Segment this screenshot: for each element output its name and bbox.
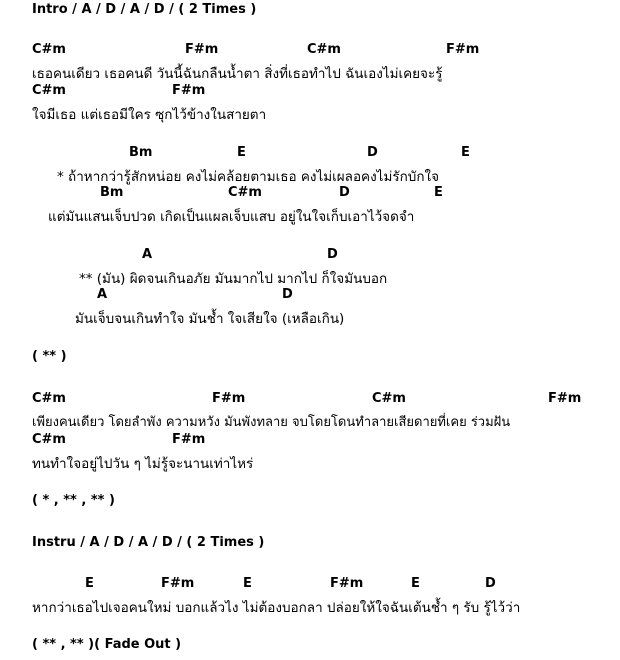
chord: E [85, 576, 94, 591]
chord: F#m [212, 391, 246, 406]
chord: D [327, 247, 338, 262]
chord: C#m [372, 391, 406, 406]
lyric-line: * ถ้าหากว่ารู้สักหน่อย คงไม่คล้อยตามเธอ คงไม่เผลอคงไม่รักบักใจ [57, 169, 440, 185]
lyric-line: แต่มันแสนเจ็บปวด เกิดเป็นแผลเจ็บแสบ อยู่ในใจเก็บเอาไว้จดจำ [48, 209, 415, 225]
lyric-line: มันเจ็บจนเกินทำใจ มันช้ำ ใจเสียใจ (เหลือเกิน) [75, 311, 345, 327]
chord: E [237, 145, 246, 160]
chord: F#m [185, 42, 219, 57]
chord: E [461, 145, 470, 160]
ending-marker: ( ** , ** )( Fade Out ) [32, 637, 182, 652]
lyric-line: หากว่าเธอไปเจอคนใหม่ บอกแล้วไง ไม่ต้องบอกลา ปล่อยให้ใจฉันเต้นช้ำ ๆ รับ รู้ไว้ว่า [32, 600, 521, 616]
intro-line: Intro / A / D / A / D / ( 2 Times ) [32, 2, 257, 17]
chord: E [411, 576, 420, 591]
chord: F#m [548, 391, 582, 406]
chord: D [282, 287, 293, 302]
chord: E [243, 576, 252, 591]
chord: C#m [307, 42, 341, 57]
chord: F#m [330, 576, 364, 591]
lyric-line: ใจมีเธอ แต่เธอมีใคร ซุกไว้ข้างในสายตา [32, 107, 267, 123]
chord: C#m [228, 185, 262, 200]
chord: C#m [32, 83, 66, 98]
chord: Bm [100, 185, 124, 200]
chord: C#m [32, 432, 66, 447]
chord: D [367, 145, 378, 160]
lyric-line: ทนทำใจอยู่ไปวัน ๆ ไม่รู้จะนานเท่าไหร่ [32, 456, 254, 472]
chord: A [97, 287, 108, 302]
chord: C#m [32, 42, 66, 57]
chord: F#m [161, 576, 195, 591]
chord: F#m [172, 432, 206, 447]
repeat-marker: ( * , ** , ** ) [32, 493, 115, 508]
chord: D [339, 185, 350, 200]
lyric-line: เธอคนเดียว เธอคนดี วันนี้ฉันกลืนน้ำตา สิ่งที่เธอทำไป ฉันเองไม่เคยจะรู้ [32, 66, 443, 82]
chord: A [142, 247, 153, 262]
chord: F#m [446, 42, 480, 57]
repeat-marker: ( ** ) [32, 349, 67, 364]
chord: C#m [32, 391, 66, 406]
instru-line: Instru / A / D / A / D / ( 2 Times ) [32, 535, 265, 550]
chord: E [434, 185, 443, 200]
chord: Bm [129, 145, 153, 160]
lyric-line: เพียงคนเดียว โดยลำพัง ความหวัง มันพังทลาย จบโดยโดนทำลายเสียดายที่เคย ร่วมฝัน [32, 415, 511, 430]
chord: D [485, 576, 496, 591]
lyric-line: ** (มัน) ผิดจนเกินอภัย มันมากไป มากไป ก็ใจมันบอก [79, 271, 388, 287]
chord: F#m [172, 83, 206, 98]
